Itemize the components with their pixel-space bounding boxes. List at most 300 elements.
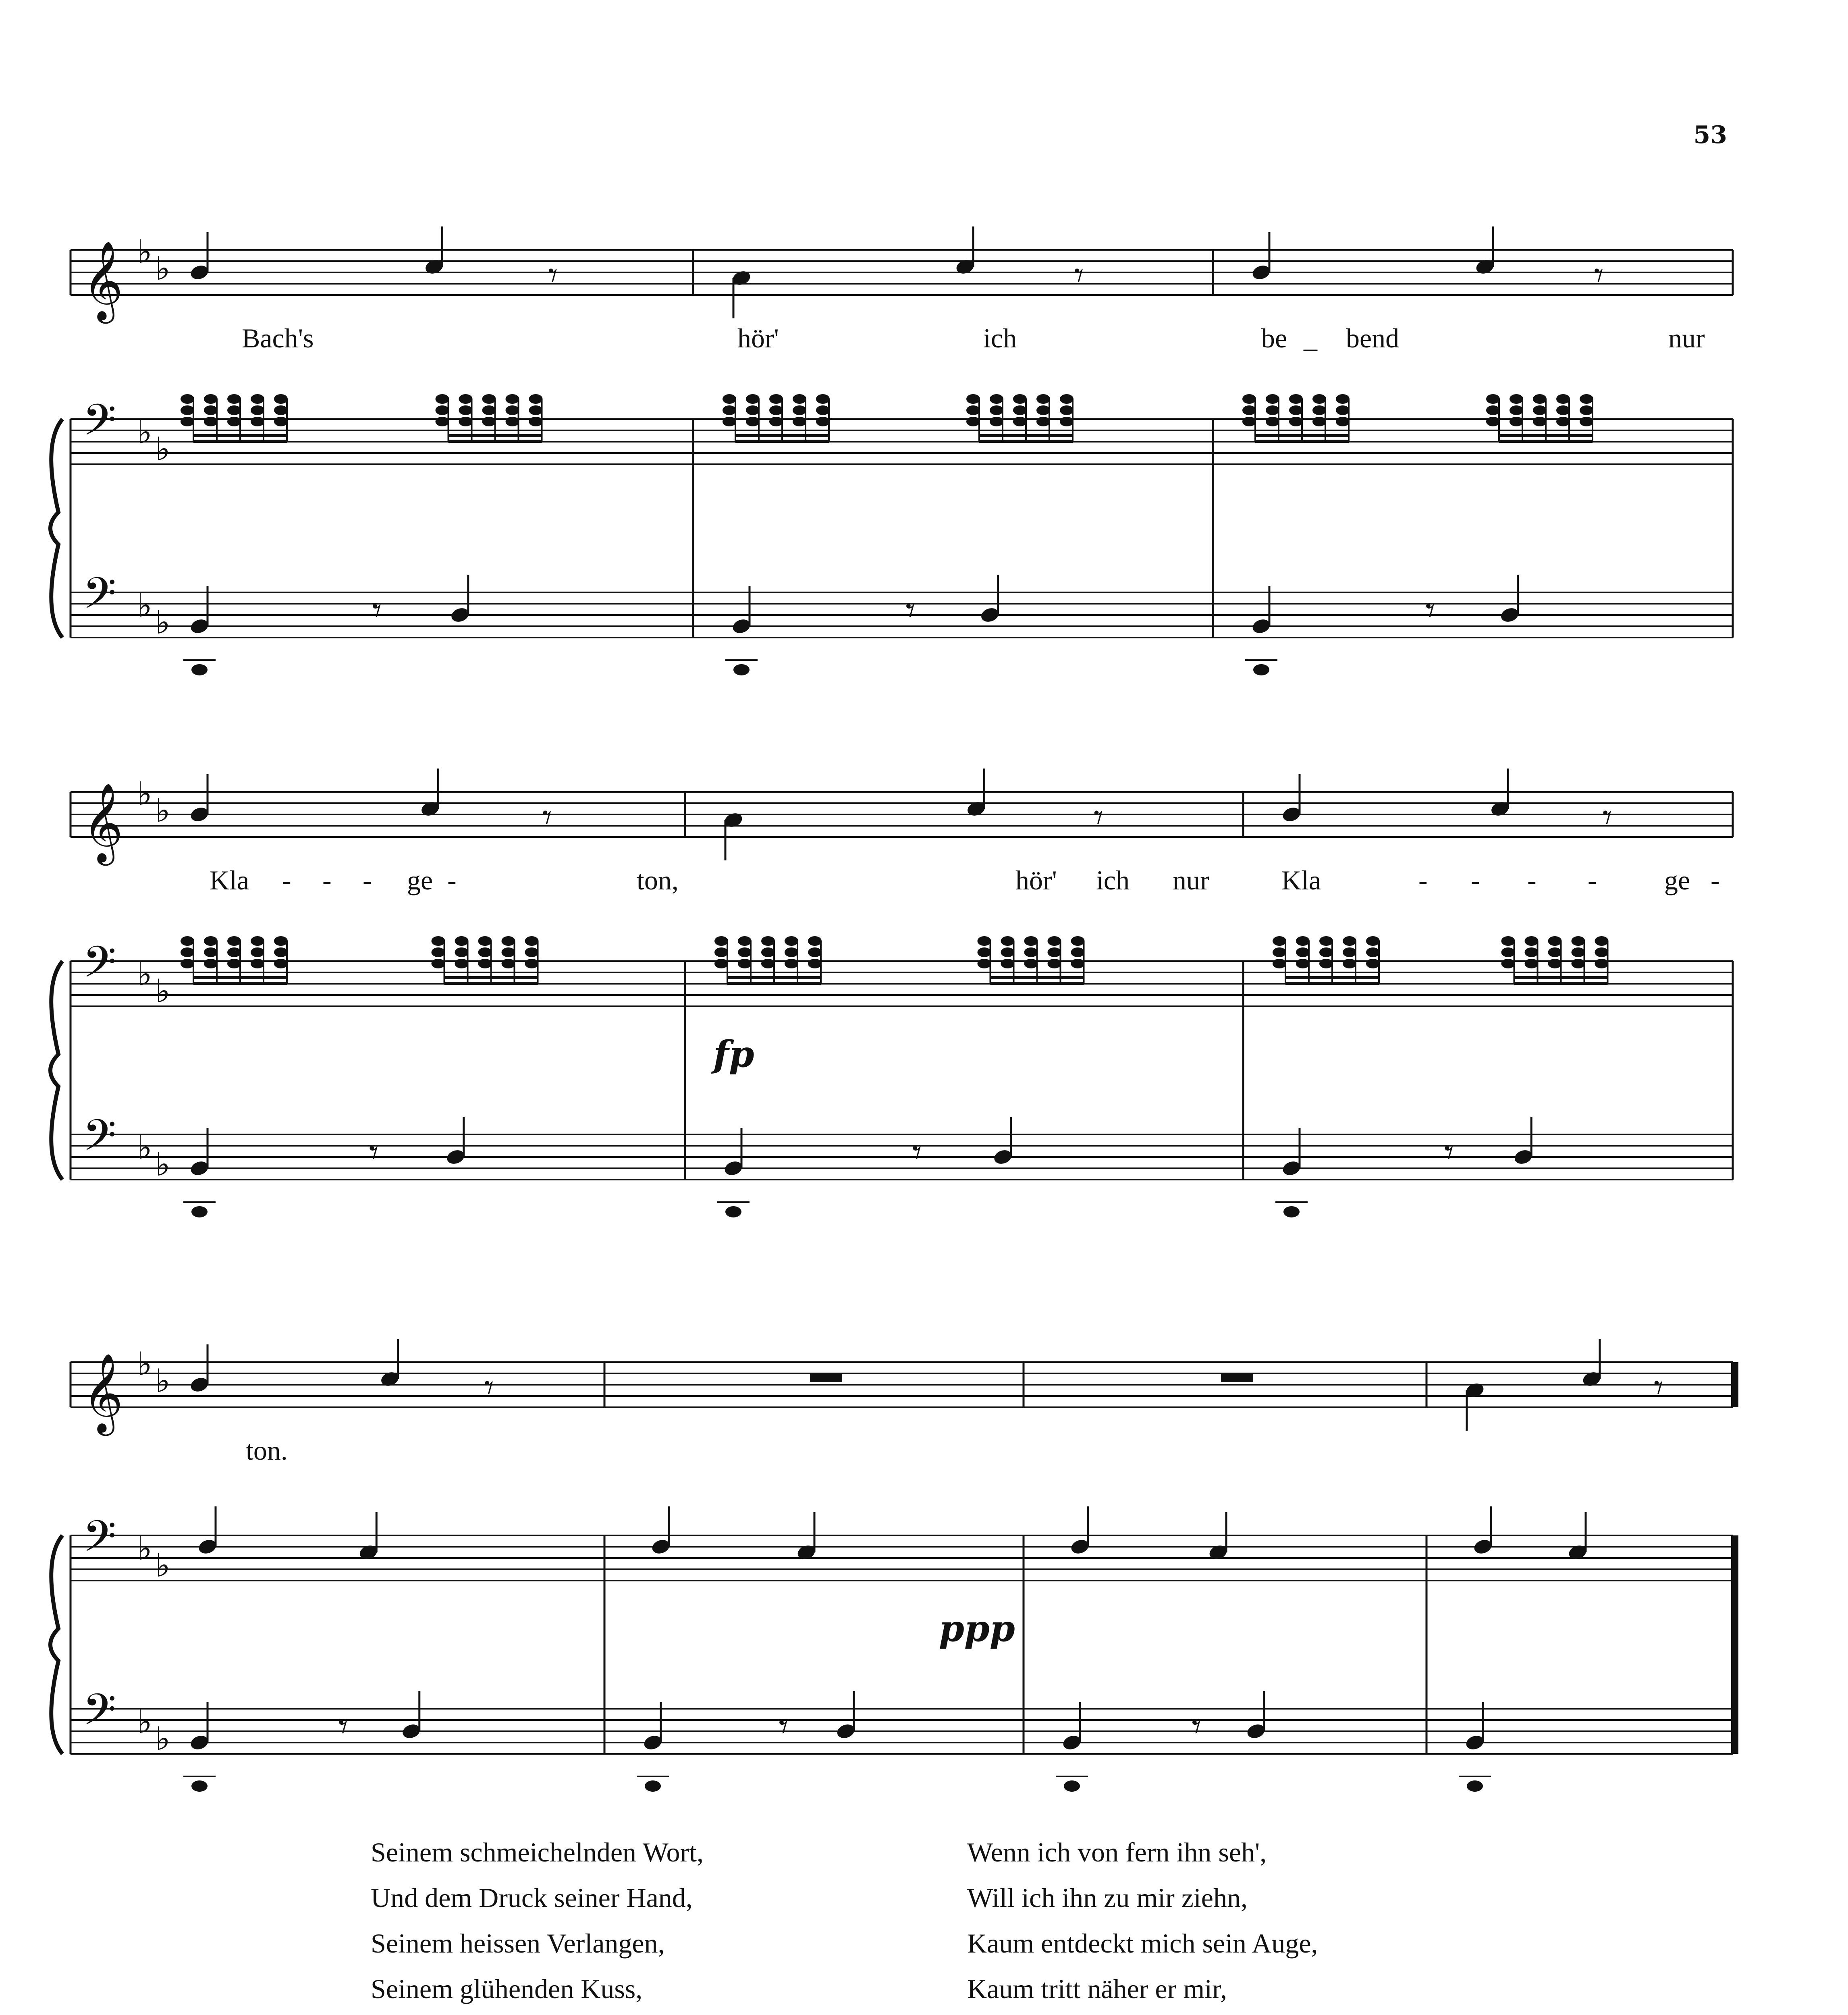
chord-notehead — [459, 405, 473, 415]
flat-icon: ♭ — [137, 233, 152, 270]
chord-notehead — [1036, 394, 1050, 404]
flat-icon: ♭ — [137, 413, 152, 451]
chord-notehead — [1572, 947, 1585, 957]
chord-notehead — [436, 405, 449, 415]
chord-notehead — [990, 417, 1003, 426]
bass-octave-notehead — [733, 664, 750, 675]
chord-notehead — [746, 394, 760, 404]
chord-notehead — [436, 417, 449, 426]
lyric-syllable: - — [1418, 865, 1428, 895]
note — [993, 1117, 1013, 1166]
chord-notehead — [432, 959, 445, 968]
chord-notehead — [1024, 959, 1038, 968]
piano-brace-icon — [50, 419, 62, 638]
chord-notehead — [1510, 417, 1523, 426]
chord-notehead — [761, 936, 775, 946]
bass-clef-icon: 𝄢 — [83, 1684, 116, 1745]
chord-notehead — [1266, 394, 1279, 404]
repeated-chord-group — [181, 936, 288, 983]
chord-notehead — [1366, 959, 1380, 968]
chord-notehead — [1273, 936, 1286, 946]
chord-notehead — [1525, 947, 1539, 957]
chord-notehead — [1510, 394, 1523, 404]
chord-notehead — [1048, 959, 1061, 968]
chord-notehead — [525, 947, 539, 957]
lyric-syllable: - — [322, 865, 332, 895]
chord-notehead — [723, 417, 736, 426]
chord-notehead — [506, 405, 519, 415]
repeated-chord-group — [1273, 936, 1380, 983]
bass-clef-icon: 𝄢 — [83, 1511, 116, 1572]
chord-notehead — [1289, 394, 1303, 404]
poem-line: Seinem schmeichelnden Wort, — [371, 1837, 704, 1868]
poem-line — [967, 2012, 1402, 2015]
chord-notehead — [1013, 394, 1027, 404]
flat-icon: ♭ — [137, 775, 152, 812]
chord-notehead — [1319, 947, 1333, 957]
rest-icon: 𝄾 — [1444, 1132, 1454, 1174]
whole-rest-icon — [1221, 1373, 1253, 1382]
chord-notehead — [738, 959, 752, 968]
chord-notehead — [1580, 417, 1593, 426]
chord-notehead — [227, 394, 241, 404]
lyric-syllable: Kla — [210, 865, 249, 895]
chord-notehead — [966, 394, 980, 404]
voice-staff — [71, 775, 1733, 866]
chord-notehead — [714, 936, 728, 946]
chord-notehead — [1001, 959, 1015, 968]
lyric-syllable: ton. — [246, 1435, 288, 1466]
flat-icon: ♭ — [155, 1547, 170, 1584]
chord-notehead — [1024, 947, 1038, 957]
chord-notehead — [482, 405, 496, 415]
chord-notehead — [204, 394, 218, 404]
chord-notehead — [274, 959, 288, 968]
lyric-syllable: nur — [1668, 323, 1705, 353]
chord-notehead — [478, 947, 492, 957]
chord-notehead — [738, 936, 752, 946]
chord-notehead — [478, 959, 492, 968]
chord-notehead — [761, 959, 775, 968]
lyric-syllable: nur — [1173, 865, 1209, 895]
lyric-syllable: Kla — [1281, 865, 1321, 895]
chord-notehead — [1580, 405, 1593, 415]
chord-notehead — [1266, 405, 1279, 415]
chord-notehead — [785, 959, 798, 968]
chord-notehead — [966, 405, 980, 415]
chord-notehead — [1024, 936, 1038, 946]
lyric-syllable: _ — [1304, 323, 1317, 353]
bass-octave-notehead — [191, 1206, 208, 1217]
chord-notehead — [1501, 959, 1515, 968]
rest-icon: 𝄾 — [912, 1132, 922, 1174]
chord-notehead — [1556, 405, 1570, 415]
treble-clef-icon: 𝄞 — [83, 1353, 123, 1433]
note — [1251, 232, 1272, 282]
note — [189, 586, 210, 636]
note — [189, 1702, 210, 1752]
chord-notehead — [1013, 417, 1027, 426]
chord-notehead — [181, 417, 194, 426]
note — [723, 1128, 744, 1178]
rest-icon: 𝄾 — [1425, 590, 1435, 632]
chord-notehead — [1556, 394, 1570, 404]
repeated-chord-group — [723, 394, 830, 441]
chord-notehead — [455, 959, 469, 968]
lyric-syllable: ton, — [637, 865, 679, 895]
bass-octave-notehead — [645, 1780, 661, 1792]
chord-notehead — [251, 405, 264, 415]
chord-notehead — [1036, 405, 1050, 415]
repeated-chord-group — [436, 394, 543, 441]
chord-notehead — [1486, 405, 1500, 415]
chord-notehead — [808, 936, 822, 946]
chord-notehead — [978, 936, 991, 946]
note — [1472, 1506, 1493, 1556]
chord-notehead — [181, 936, 194, 946]
bass-octave-notehead — [1467, 1780, 1483, 1792]
chord-notehead — [251, 959, 264, 968]
chord-notehead — [227, 959, 241, 968]
note — [1069, 1506, 1090, 1556]
note — [1474, 226, 1495, 276]
repeated-chord-group — [978, 936, 1085, 983]
chord-notehead — [1273, 959, 1286, 968]
chord-notehead — [1595, 959, 1609, 968]
chord-notehead — [808, 959, 822, 968]
chord-notehead — [723, 394, 736, 404]
chord-notehead — [274, 405, 288, 415]
flat-icon: ♭ — [155, 1362, 170, 1400]
lyric-syllable: ge — [407, 865, 433, 895]
chord-notehead — [204, 959, 218, 968]
lyric-syllable: bend — [1346, 323, 1399, 353]
repeated-chord-group — [432, 936, 539, 983]
lyric-syllable: - — [1471, 865, 1480, 895]
chord-notehead — [978, 959, 991, 968]
lyric-syllable: hör' — [737, 323, 779, 353]
bass-octave-notehead — [1253, 664, 1269, 675]
repeated-chord-group — [714, 936, 822, 983]
chord-notehead — [761, 947, 775, 957]
chord-notehead — [1343, 947, 1356, 957]
lyric-syllable: - — [1711, 865, 1720, 895]
bass-clef-icon: 𝄢 — [83, 395, 116, 456]
lyric-syllable: - — [1527, 865, 1537, 895]
final-barline — [1731, 1535, 1738, 1754]
chord-notehead — [816, 394, 830, 404]
rest-icon: 𝄾 — [905, 590, 916, 632]
chord-notehead — [1060, 405, 1074, 415]
chord-notehead — [478, 936, 492, 946]
chord-notehead — [1366, 947, 1380, 957]
chord-notehead — [990, 394, 1003, 404]
note — [723, 811, 744, 860]
note — [358, 1512, 379, 1562]
chord-notehead — [1296, 947, 1310, 957]
voice-staff — [71, 233, 1733, 324]
note — [1513, 1117, 1534, 1166]
chord-notehead — [204, 405, 218, 415]
poem-line: Kaum tritt näher er mir, — [967, 1973, 1227, 2004]
bass-clef-icon: 𝄢 — [83, 568, 116, 629]
piano-upper-staff — [71, 937, 1733, 1010]
chord-notehead — [181, 394, 194, 404]
poem-line: Seinem heissen Verlangen, — [371, 1928, 665, 1959]
chord-notehead — [1525, 936, 1539, 946]
note — [189, 1344, 210, 1394]
chord-notehead — [1289, 417, 1303, 426]
repeated-chord-group — [1242, 394, 1350, 441]
note — [1567, 1512, 1588, 1562]
piano-brace-icon — [50, 961, 62, 1180]
chord-notehead — [1013, 405, 1027, 415]
poem-line: Und dem Druck seiner Hand, — [371, 1882, 693, 1913]
bass-octave-notehead — [1064, 1780, 1080, 1792]
lyric-syllable: - — [447, 865, 457, 895]
chord-notehead — [251, 417, 264, 426]
rest-icon: 𝄾 — [1094, 796, 1103, 839]
chord-notehead — [274, 936, 288, 946]
chord-notehead — [1296, 936, 1310, 946]
note — [197, 1506, 218, 1556]
poem-line — [371, 2012, 768, 2015]
chord-notehead — [1501, 936, 1515, 946]
chord-notehead — [1533, 417, 1547, 426]
bass-octave-notehead — [1283, 1206, 1300, 1217]
chord-notehead — [1486, 394, 1500, 404]
chord-notehead — [525, 936, 539, 946]
chord-notehead — [482, 417, 496, 426]
note — [1489, 769, 1510, 818]
note — [189, 774, 210, 824]
repeated-chord-group — [1501, 936, 1609, 983]
chord-notehead — [529, 417, 543, 426]
chord-notehead — [816, 417, 830, 426]
chord-notehead — [1001, 936, 1015, 946]
chord-notehead — [1319, 936, 1333, 946]
rest-icon: 𝄾 — [338, 1706, 348, 1748]
chord-notehead — [1312, 405, 1326, 415]
chord-notehead — [1595, 936, 1609, 946]
chord-notehead — [1580, 394, 1593, 404]
chord-notehead — [1548, 936, 1562, 946]
chord-notehead — [1242, 394, 1256, 404]
note — [1061, 1702, 1082, 1752]
chord-notehead — [1510, 405, 1523, 415]
lyric-syllable: ge — [1664, 865, 1690, 895]
chord-notehead — [1048, 936, 1061, 946]
note — [1464, 1702, 1485, 1752]
flat-icon: ♭ — [155, 250, 170, 287]
chord-notehead — [714, 959, 728, 968]
music-system — [50, 1339, 1738, 1792]
note — [796, 1512, 817, 1562]
chord-notehead — [502, 947, 515, 957]
chord-notehead — [529, 394, 543, 404]
note — [1281, 774, 1302, 824]
chord-notehead — [1289, 405, 1303, 415]
bass-octave-notehead — [191, 664, 208, 675]
flat-icon: ♭ — [155, 792, 170, 829]
chord-notehead — [251, 947, 264, 957]
chord-notehead — [1548, 959, 1562, 968]
note — [731, 269, 752, 318]
chord-notehead — [1343, 959, 1356, 968]
chord-notehead — [1071, 959, 1085, 968]
chord-notehead — [432, 936, 445, 946]
chord-notehead — [455, 936, 469, 946]
piano-upper-staff — [71, 395, 1733, 468]
chord-notehead — [1595, 947, 1609, 957]
bass-octave-notehead — [191, 1780, 208, 1792]
chord-notehead — [816, 405, 830, 415]
chord-notehead — [274, 947, 288, 957]
chord-notehead — [714, 947, 728, 957]
repeated-chord-group — [1486, 394, 1593, 441]
flat-icon: ♭ — [155, 1146, 170, 1183]
note — [1208, 1512, 1229, 1562]
chord-notehead — [723, 405, 736, 415]
dynamic-marking: ppp — [939, 1607, 1015, 1650]
note — [1499, 575, 1520, 624]
piano-lower-staff — [71, 568, 1733, 641]
rest-icon: 𝄾 — [1594, 254, 1604, 297]
chord-notehead — [227, 936, 241, 946]
flat-icon: ♭ — [137, 1345, 152, 1383]
bass-octave-notehead — [725, 1206, 741, 1217]
repeated-chord-group — [181, 394, 288, 441]
chord-notehead — [793, 394, 806, 404]
chord-notehead — [181, 959, 194, 968]
poem-stanza-2 — [967, 1830, 1402, 2015]
chord-notehead — [1071, 947, 1085, 957]
chord-notehead — [227, 405, 241, 415]
chord-notehead — [1060, 394, 1074, 404]
chord-notehead — [1296, 959, 1310, 968]
chord-notehead — [1572, 959, 1585, 968]
chord-notehead — [1048, 947, 1061, 957]
chord-notehead — [1001, 947, 1015, 957]
chord-notehead — [1273, 947, 1286, 957]
poem-line: Kaum entdeckt mich sein Auge, — [967, 1928, 1318, 1959]
chord-notehead — [785, 947, 798, 957]
chord-notehead — [978, 947, 991, 957]
rest-icon: 𝄾 — [1074, 254, 1084, 297]
chord-notehead — [793, 417, 806, 426]
note — [979, 575, 1000, 624]
piano-brace-icon — [50, 1535, 62, 1754]
chord-notehead — [738, 947, 752, 957]
note — [450, 575, 471, 624]
chord-notehead — [1525, 959, 1539, 968]
note — [424, 226, 444, 276]
note — [379, 1339, 400, 1388]
poem-line: Will ich ihn zu mir ziehn, — [967, 1882, 1248, 1913]
flat-icon: ♭ — [137, 956, 152, 993]
note — [401, 1691, 422, 1741]
rest-icon: 𝄾 — [779, 1706, 789, 1748]
rest-icon: 𝄾 — [548, 254, 558, 297]
note — [1464, 1381, 1485, 1431]
chord-notehead — [746, 405, 760, 415]
chord-notehead — [482, 394, 496, 404]
note — [1246, 1691, 1267, 1741]
note — [731, 586, 752, 636]
chord-notehead — [1060, 417, 1074, 426]
note — [445, 1117, 466, 1166]
repeated-chord-group — [966, 394, 1074, 441]
flat-icon: ♭ — [137, 1129, 152, 1166]
lyric-syllable: - — [363, 865, 372, 895]
note — [189, 232, 210, 282]
lyric-syllable: Bach's — [242, 323, 314, 353]
chord-notehead — [1533, 405, 1547, 415]
poem-stanza-1 — [371, 1830, 768, 2015]
flat-icon: ♭ — [155, 430, 170, 468]
flat-icon: ♭ — [137, 1530, 152, 1567]
lyric-syllable: - — [1588, 865, 1597, 895]
note — [419, 769, 440, 818]
chord-notehead — [793, 405, 806, 415]
chord-notehead — [502, 959, 515, 968]
note — [1581, 1339, 1602, 1388]
rest-icon: 𝄾 — [372, 590, 382, 632]
chord-notehead — [1312, 394, 1326, 404]
chord-notehead — [1572, 936, 1585, 946]
rest-icon: 𝄾 — [484, 1367, 494, 1409]
chord-notehead — [1242, 417, 1256, 426]
chord-notehead — [1336, 405, 1350, 415]
chord-notehead — [769, 405, 783, 415]
flat-icon: ♭ — [155, 1720, 170, 1757]
treble-clef-icon: 𝄞 — [83, 783, 123, 862]
lyric-syllable: ich — [1096, 865, 1130, 895]
chord-notehead — [181, 947, 194, 957]
chord-notehead — [274, 417, 288, 426]
chord-notehead — [1336, 394, 1350, 404]
chord-notehead — [227, 947, 241, 957]
chord-notehead — [181, 405, 194, 415]
chord-notehead — [1036, 417, 1050, 426]
flat-icon: ♭ — [155, 604, 170, 641]
rest-icon: 𝄾 — [1654, 1367, 1663, 1409]
rest-icon: 𝄾 — [542, 796, 552, 839]
chord-notehead — [1266, 417, 1279, 426]
chord-notehead — [785, 936, 798, 946]
dynamic-marking: fp — [713, 1033, 754, 1076]
music-system — [50, 226, 1733, 675]
chord-notehead — [227, 417, 241, 426]
poem-line: Seinem glühenden Kuss, — [371, 1973, 643, 2004]
chord-notehead — [204, 936, 218, 946]
bass-clef-icon: 𝄢 — [83, 937, 116, 998]
chord-notehead — [1501, 947, 1515, 957]
page-number: 53 — [1693, 121, 1727, 149]
chord-notehead — [966, 417, 980, 426]
poem-line: Wenn ich von fern ihn seh', — [967, 1837, 1267, 1868]
chord-notehead — [769, 394, 783, 404]
note — [1281, 1128, 1302, 1178]
bass-clef-icon: 𝄢 — [83, 1110, 116, 1171]
chord-notehead — [459, 417, 473, 426]
music-system — [50, 769, 1733, 1217]
chord-notehead — [1071, 936, 1085, 946]
chord-notehead — [459, 394, 473, 404]
rest-icon: 𝄾 — [1192, 1706, 1202, 1748]
lyric-syllable: ich — [983, 323, 1017, 353]
note — [835, 1691, 856, 1741]
